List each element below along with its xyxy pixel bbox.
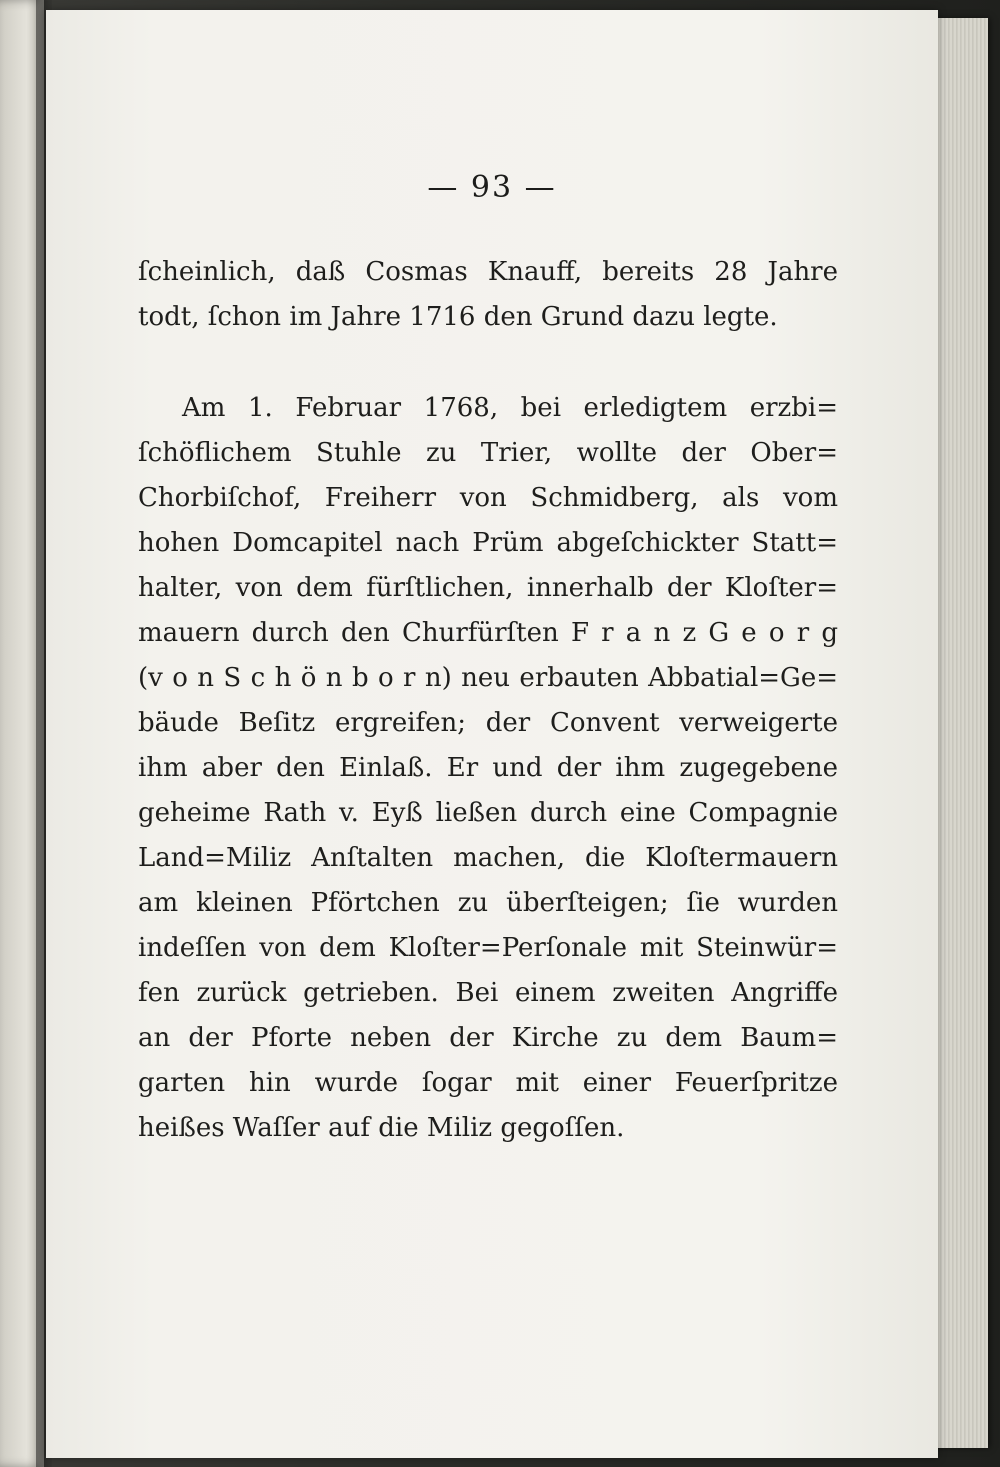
- text-line: hohen Domcapitel nach Prüm abgeſchickter Statt=: [138, 528, 838, 558]
- text-line: Land=Miliz Anſtalten machen, die Kloſtermauern: [138, 843, 838, 873]
- text-line: Chorbiſchof, Freiherr von Schmidberg, als vom: [138, 483, 838, 513]
- text-line: ſchöflichem Stuhle zu Trier, wollte der Ober=: [138, 438, 838, 468]
- page-stack-edge: [930, 18, 988, 1448]
- text-line: mauern durch den Churfürſten F r a n z G e o r g: [138, 618, 838, 648]
- book-page: [46, 10, 938, 1458]
- text-line: an der Pforte neben der Kirche zu dem Baum=: [138, 1023, 838, 1053]
- paragraph-2: [138, 386, 838, 1151]
- text-line: heißes Waſſer auf die Miliz gegoſſen.: [138, 1113, 625, 1143]
- text-line: ſcheinlich, daß Cosmas Knauff, bereits 28 Jahre: [138, 257, 838, 287]
- text-line: todt, ſchon im Jahre 1716 den Grund dazu legte.: [138, 302, 778, 332]
- text-line: geheime Rath v. Eyß ließen durch eine Compagnie: [138, 798, 838, 828]
- text-line: Am 1. Februar 1768, bei erledigtem erzbi=: [182, 393, 838, 423]
- text-line: indeſſen von dem Kloſter=Perſonale mit Steinwür=: [138, 933, 838, 963]
- text-line: bäude Beſitz ergreifen; der Convent verweigerte: [138, 708, 838, 738]
- paragraph-1: [138, 250, 838, 340]
- page-number: — 93 —: [427, 170, 557, 205]
- text-line: ihm aber den Einlaß. Er und der ihm zugegebene: [138, 753, 838, 783]
- text-line: (v o n S c h ö n b o r n) neu erbauten Abbatial=Ge=: [138, 663, 838, 693]
- text-line: garten hin wurde ſogar mit einer Feuerſpritze: [138, 1068, 838, 1098]
- text-line: halter, von dem fürſtlichen, innerhalb der Kloſter=: [138, 573, 838, 603]
- text-line: fen zurück getrieben. Bei einem zweiten Angriffe: [138, 978, 838, 1008]
- text-line: am kleinen Pförtchen zu überſteigen; ſie wurden: [138, 888, 838, 918]
